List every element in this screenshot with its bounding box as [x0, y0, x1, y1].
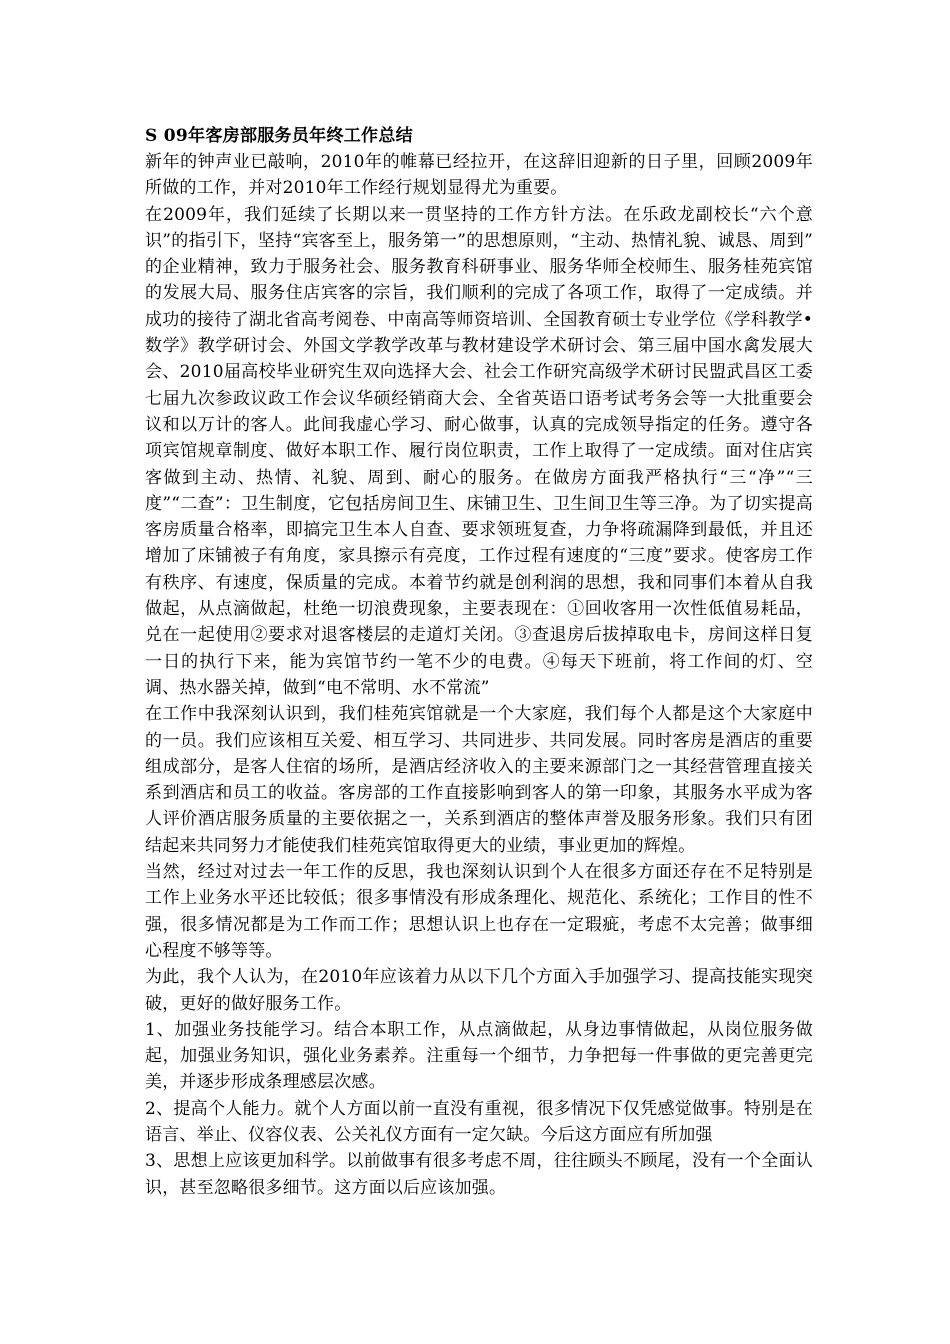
paragraph-teamwork: 在工作中我深刻认识到，我们桂苑宾馆就是一个大家庭，我们每个人都是这个大家庭中的一员。我们应该相互关爱、相互学习、共同进步、共同发展。同时客房是酒店的重要组成部分，是客人住宿的场所，是酒店经济收入的主要来源部门之一其经营管理直接关系到酒店和员工的收益。客房部的工作直接影响到客人的第一印象，其服务水平成为客人评价酒店服务质量的主要依据之一，关系到酒店的整体声誉及服务形象。我们只有团结起来共同努力才能使我们桂苑宾馆取得更大的业绩，事业更加的辉煌。	[145, 704, 813, 856]
paragraph-plan-item-2: 2、提高个人能力。就个人方面以前一直没有重视，很多情况下仅凭感觉做事。特别是在语言、举止、仪容仪表、公关礼仪方面有一定欠缺。今后这方面应有所加强	[145, 1098, 813, 1145]
paragraph-plan-item-1: 1、加强业务技能学习。结合本职工作，从点滴做起，从身边事情做起，从岗位服务做起，加强业务知识，强化业务素养。注重每一个细节，力争把每一件事做的更完善更完美，并逐步形成条理感层次感。	[145, 1019, 813, 1093]
document-page	[145, 123, 813, 1201]
document-title: S 09年客房部服务员年终工作总结	[145, 126, 413, 146]
paragraph-achievements: 在2009年，我们延续了长期以来一贯坚持的工作方针方法。在乐政龙副校长“六个意识”的指引下，坚持“宾客至上，服务第一”的思想原则，“主动、热情礼貌、诚恳、周到” 的企业精神，致力于服务社会、服务教育科研事业、服务华师全校师生、服务桂苑宾馆的发展大局、服务住店宾客的宗旨，我们顺利的完成了各项工作，取得了一定成绩。并成功的接待了湖北省高考阅卷、中南高等师资培训、全国教育硕士专业学位《学科教学•数学》教学研讨会、外国文学教学改革与教材建设学术研讨会、第三届中国水禽发展大会、2010届高校毕业研究生双向选择大会、社会工作研究高级学术研讨民盟武昌区工委七届九次参政议政工作会议华硕经销商大会、全省英语口语考试考务会等一大批重要会议和以万计的客人。此间我虚心学习、耐心做事，认真的完成领导指定的任务。遵守各项宾馆规章制度、做好本职工作、履行岗位职责，工作上取得了一定成绩。面对住店宾客做到主动、热情、礼貌、周到、耐心的服务。在做房方面我严格执行“三“净”“三度”“二查”：卫生制度，它包括房间卫生、床铺卫生、卫生间卫生等三净。为了切实提高客房质量合格率，即搞完卫生本人自查、要求领班复查，力争将疏漏降到最低，并且还增加了床铺被子有角度，家具擦示有亮度，工作过程有速度的“三度”要求。使客房工作有秩序、有速度，保质量的完成。本着节约就是创利润的思想，我和同事们本着从自我做起，从点滴做起，杜绝一切浪费现象，主要表现在：①回收客用一次性低值易耗品，兑在一起使用②要求对退客楼层的走道灯关闭。③查退房后拔掉取电卡，房间这样日复一日的执行下来，能为宾馆节约一笔不少的电费。④每天下班前，将工作间的灯、空调、热水器关掉，做到“电不常明、水不常流”	[145, 204, 813, 698]
paragraph-shortcomings: 当然，经过对过去一年工作的反思，我也深刻认识到个人在很多方面还存在不足特别是工作上业务水平还比较低；很多事情没有形成条理化、规范化、系统化；工作目的性不强，很多情况都是为工作而工作；思想认识上也存在一定瑕疵，考虑不太完善；做事细心程度不够等等。	[145, 862, 813, 961]
paragraph-plan-intro: 为此，我个人认为，在2010年应该着力从以下几个方面入手加强学习、提高技能实现突破，更好的做好服务工作。	[145, 967, 813, 1014]
paragraph-plan-item-3: 3、思想上应该更加科学。以前做事有很多考虑不周，往往顾头不顾尾，没有一个全面认识，甚至忽略很多细节。这方面以后应该加强。	[145, 1151, 813, 1198]
paragraph-intro: 新年的钟声业已敲响，2010年的帷幕已经拉开，在这辞旧迎新的日子里，回顾2009年所做的工作，并对2010年工作经行规划显得尤为重要。	[145, 152, 813, 199]
